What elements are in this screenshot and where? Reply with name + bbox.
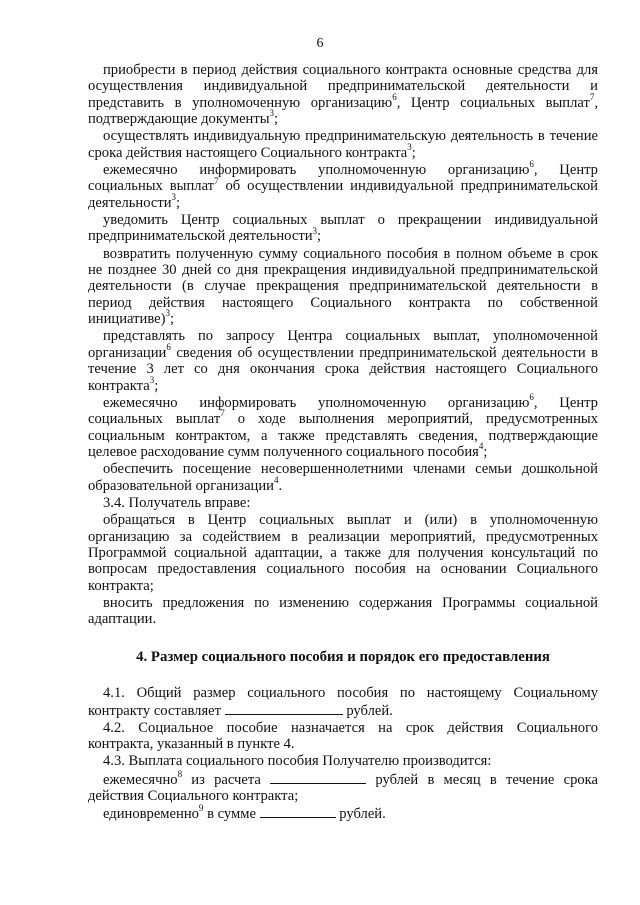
- clause-4-2: 4.2. Социальное пособие назначается на срок действия Социального контракта, указанный в пункте 4.: [88, 719, 598, 753]
- obligation-paragraph: осуществлять индивидуальную предпринимательскую деятельность в течение срока действия настоящего Социального контракта$^3$;: [88, 128, 598, 161]
- footnote-ref: 3: [269, 108, 275, 119]
- footnote-ref: 6: [529, 159, 534, 170]
- right-paragraph: обращаться в Центр социальных выплат и (или) в уполномоченную организацию за содействием в реализации мероприятий, предусмотренных Программой социальной адаптации, а также для получения консультаций по вопросам предоставления социального пособия на основании Социального контракта;: [88, 512, 598, 594]
- footnote-ref: 3: [165, 308, 170, 319]
- footnote-ref: 7: [589, 91, 595, 102]
- footnote-ref: 7: [220, 408, 225, 419]
- footnote-ref: 8: [177, 768, 183, 779]
- footnote-ref: 6: [166, 342, 171, 353]
- footnote-ref: 3: [407, 141, 412, 152]
- clause-4-3: 4.3. Выплата социального пособия Получателю производится:: [103, 753, 492, 770]
- footnote-ref: 7: [214, 175, 219, 186]
- right-paragraph: вносить предложения по изменению содержания Программы социальной адаптации.: [88, 594, 598, 628]
- footnote-ref: 3: [312, 225, 318, 236]
- lump-sum-payment-line: единовременно$^9$ в сумме рублей.: [103, 803, 386, 823]
- footnote-ref: 6: [529, 392, 534, 403]
- document-body: [88, 62, 598, 823]
- page-number: 6: [316, 36, 324, 51]
- lump-sum-amount-blank: [260, 805, 336, 818]
- footnote-ref: 6: [392, 91, 397, 102]
- obligation-paragraph: обеспечить посещение несовершеннолетними членами семьи дошкольной образовательной организации$^4$.: [88, 461, 598, 494]
- obligation-paragraph: ежемесячно информировать уполномоченную организацию$^6$, Центр социальных выплат$^7$ о ходе выполнения мероприятий, предусмотренных социальным контрактом, а также представлять сведения, подтверждающие целевое расходование сумм полученного социального пособия$^4$;: [88, 392, 599, 461]
- monthly-amount-blank: [270, 771, 366, 784]
- footnote-ref: 4: [273, 474, 279, 485]
- amount-blank: [225, 702, 343, 715]
- footnote-ref: 4: [478, 441, 484, 452]
- clause-3-4: 3.4. Получатель вправе:: [103, 494, 251, 511]
- obligation-paragraph: уведомить Центр социальных выплат о прекращении индивидуальной предпринимательской деятельности$^3$;: [88, 212, 598, 245]
- clause-4-1: 4.1. Общий размер социального пособия по настоящему Социальному контракту составляет рублей.: [88, 685, 598, 719]
- footnote-ref: 3: [149, 374, 155, 385]
- obligation-paragraph: ежемесячно информировать уполномоченную организацию$^6$, Центр социальных выплат$^7$ об осуществлении индивидуальной предпринимательской деятельности$^3$;: [88, 159, 598, 211]
- obligation-paragraph: приобрести в период действия социального контракта основные средства для осуществления индивидуальной предпринимательской деятельности и представить в уполномоченную организацию$^6$, Центр социальных выплат$^7$, подтверждающие документы$^3$;: [88, 62, 598, 128]
- footnote-ref: 9: [198, 803, 204, 814]
- monthly-payment-line: ежемесячно$^8$ из расчета рублей в месяц в течение срока действия Социального контракта;: [88, 768, 599, 805]
- footnote-ref: 3: [171, 191, 177, 202]
- obligation-paragraph: возвратить полученную сумму социального пособия в полном объеме в срок не позднее 30 дней со дня прекращения индивидуальной предпринимательской деятельности (в случае прекращения предпринимательской деятельности в период действия настоящего Социального контракта по собственной инициативе)$^3$;: [88, 245, 598, 328]
- section-4-heading: 4. Размер социального пособия и порядок его предоставления: [136, 648, 550, 665]
- obligation-paragraph: представлять по запросу Центра социальных выплат, уполномоченной организации$^6$ сведения об осуществлении предпринимательской деятельности в течение 3 лет со дня окончания срока действия настоящего Социального контракта$^3$;: [88, 328, 598, 394]
